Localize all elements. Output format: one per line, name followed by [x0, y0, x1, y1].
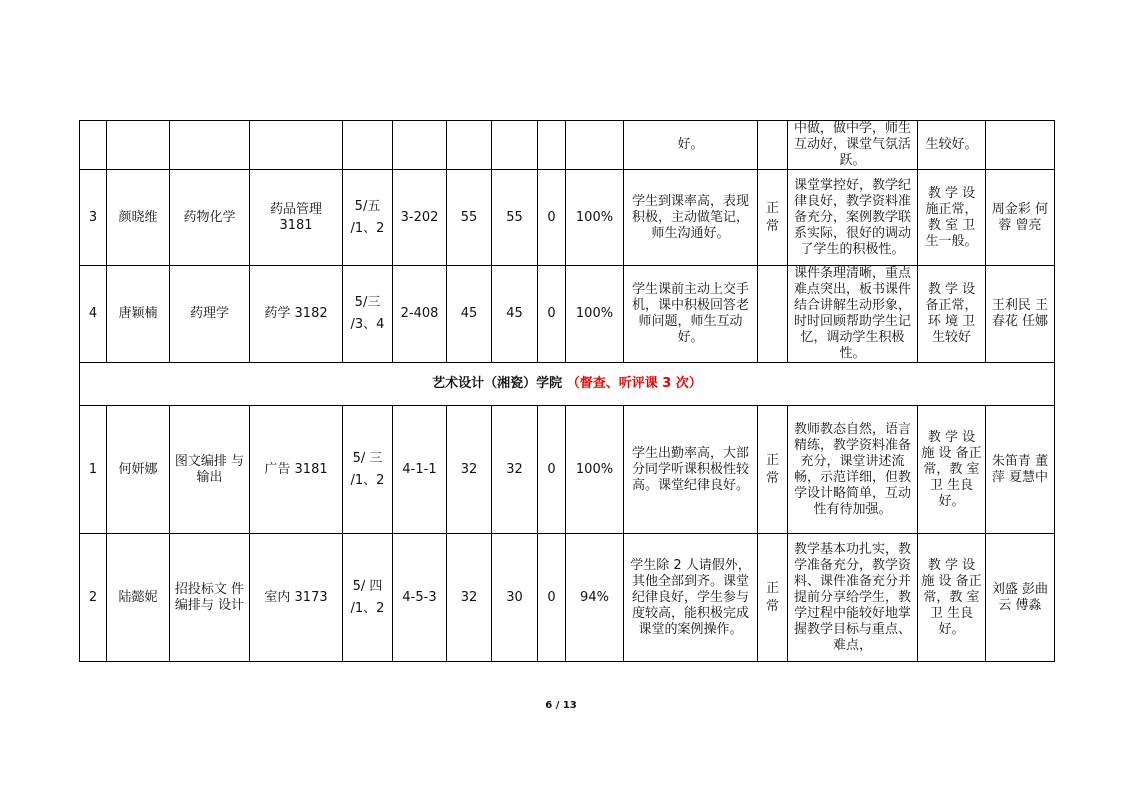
teacher-name: 颜晓维 [107, 170, 170, 266]
classroom [393, 121, 447, 170]
teacher-name [107, 121, 170, 170]
students-absent [538, 121, 566, 170]
table-row [80, 406, 1055, 534]
teaching-comment: 教师教态自然，语言精练，教学资料准备充分，课堂讲述流畅，示范详细，但教学设计略简单，互动性有待加强。 [788, 406, 918, 534]
course-name: 招投标文 件编排与 设计 [170, 534, 250, 662]
class-name: 室内 3173 [250, 534, 343, 662]
facility-comment: 教 学 设 施正常，教 室 卫 生一般。 [918, 170, 986, 266]
classroom: 4-1-1 [393, 406, 447, 534]
students-absent: 0 [538, 534, 566, 662]
row-number: 1 [80, 406, 107, 534]
course-name: 药物化学 [170, 170, 250, 266]
row-number: 2 [80, 534, 107, 662]
classroom: 3-202 [393, 170, 447, 266]
row-number: 3 [80, 170, 107, 266]
student-comment: 学生出勤率高，大部分同学听课积极性较高。课堂纪律良好。 [624, 406, 758, 534]
attendance-rate: 100% [566, 406, 624, 534]
section-heading [80, 363, 1055, 406]
students-present: 55 [492, 170, 538, 266]
students-absent: 0 [538, 170, 566, 266]
course-name [170, 121, 250, 170]
teaching-status: 正常 [758, 406, 788, 534]
students-expected [447, 121, 492, 170]
class-time: 5/ 三 /1、2 [343, 406, 393, 534]
students-expected: 32 [447, 406, 492, 534]
student-comment: 学生除 2 人请假外，其他全部到齐。课堂纪律良好，学生参与度较高，能积极完成课堂的案例操作。 [624, 534, 758, 662]
facility-comment: 教 学 设 备正常，环 境 卫 生较好 [918, 266, 986, 363]
student-comment: 好。 [624, 121, 758, 170]
teaching-comment: 中做，做中学，师生互动好，课堂气氛活跃。 [788, 121, 918, 170]
attendance-rate: 100% [566, 170, 624, 266]
students-present: 45 [492, 266, 538, 363]
teaching-status: 正常 [758, 170, 788, 266]
table-row [80, 170, 1055, 266]
student-comment: 学生课前主动上交手机，课中积极回答老师问题，师生互动好。 [624, 266, 758, 363]
students-present: 30 [492, 534, 538, 662]
supervisors: 周金彩 何蓉 曾亮 [986, 170, 1055, 266]
inspection-count-note: （督查、听评课 3 次） [566, 376, 702, 391]
class-name: 药学 3182 [250, 266, 343, 363]
students-absent: 0 [538, 266, 566, 363]
student-comment: 学生到课率高，表现积极，主动做笔记，师生沟通好。 [624, 170, 758, 266]
students-expected: 55 [447, 170, 492, 266]
attendance-rate: 100% [566, 266, 624, 363]
teaching-comment: 课件条理清晰，重点难点突出，板书课件结合讲解生动形象，时时回顾帮助学生记忆，调动学生积极性。 [788, 266, 918, 363]
course-name: 药理学 [170, 266, 250, 363]
teaching-status [758, 121, 788, 170]
teaching-comment: 课堂掌控好，教学纪律良好，教学资料准备充分，案例教学联系实际，很好的调动了学生的积极性。 [788, 170, 918, 266]
students-absent: 0 [538, 406, 566, 534]
students-expected: 45 [447, 266, 492, 363]
supervisors: 刘盛 彭曲云 傅淼 [986, 534, 1055, 662]
classroom: 4-5-3 [393, 534, 447, 662]
class-name [250, 121, 343, 170]
college-name: 艺术设计（湘瓷）学院 [432, 376, 563, 391]
row-number [80, 121, 107, 170]
teacher-name: 陆懿妮 [107, 534, 170, 662]
supervisors: 朱笛青 董萍 夏慧中 [986, 406, 1055, 534]
facility-comment: 教 学 设 施 设 备正常，教 室 卫 生良好。 [918, 406, 986, 534]
teaching-comment: 教学基本功扎实，教学准备充分，教学资料、课件准备充分并提前分享给学生，教学过程中能较好地掌握教学目标与重点、难点， [788, 534, 918, 662]
row-number: 4 [80, 266, 107, 363]
facility-comment: 教 学 设 施 设 备正常，教 室 卫 生良好。 [918, 534, 986, 662]
teaching-status [758, 266, 788, 363]
facility-comment: 生较好。 [918, 121, 986, 170]
course-name: 图文编排 与输出 [170, 406, 250, 534]
class-time: 5/ 四 /1、2 [343, 534, 393, 662]
table-row [80, 534, 1055, 662]
table-body [80, 121, 1055, 662]
class-name: 药品管理 3181 [250, 170, 343, 266]
page-number: 6 / 13 [545, 700, 577, 711]
class-time: 5/三 /3、4 [343, 266, 393, 363]
teaching-status: 正常 [758, 534, 788, 662]
teacher-name: 唐颖楠 [107, 266, 170, 363]
class-time [343, 121, 393, 170]
inspection-table [79, 120, 1055, 662]
table-row [80, 266, 1055, 363]
section-row [80, 363, 1055, 406]
students-expected: 32 [447, 534, 492, 662]
class-time: 5/五 /1、2 [343, 170, 393, 266]
supervisors [986, 121, 1055, 170]
table-row [80, 121, 1055, 170]
supervisors: 王利民 王春花 任娜 [986, 266, 1055, 363]
students-present: 32 [492, 406, 538, 534]
attendance-rate [566, 121, 624, 170]
attendance-rate: 94% [566, 534, 624, 662]
teacher-name: 何妍娜 [107, 406, 170, 534]
classroom: 2-408 [393, 266, 447, 363]
students-present [492, 121, 538, 170]
class-name: 广告 3181 [250, 406, 343, 534]
